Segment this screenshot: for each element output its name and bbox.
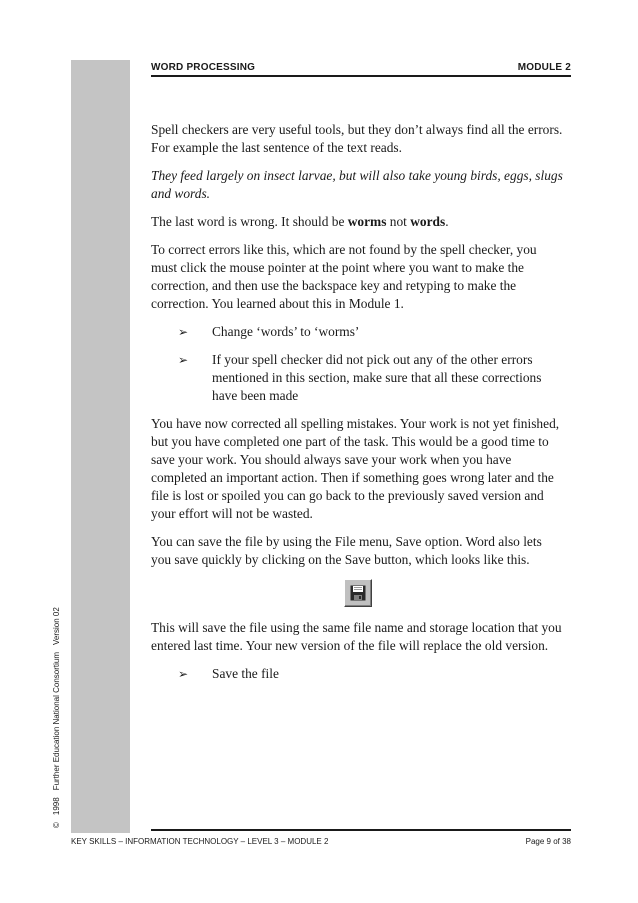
example-sentence: They feed largely on insect larvae, but will also take young birds, eggs, slugs and words. bbox=[151, 168, 563, 201]
bullet-text: Change ‘words’ to ‘worms’ bbox=[212, 324, 360, 339]
footer-rule bbox=[151, 829, 571, 831]
document-version: Version 02 bbox=[52, 607, 61, 645]
paragraph-save-button: You can save the file by using the File menu, Save option. Word also lets you save quickly by clicking on the Save button, which looks like this. bbox=[151, 534, 542, 567]
copyright-year: 1998 bbox=[52, 797, 61, 816]
header-rule bbox=[151, 75, 571, 77]
paragraph-correct-errors: To correct errors like this, which are not found by the spell checker, you must click the mouse pointer at the point where you want to make the correction, and then use the backspace key and retyping to make the correction. You learned about this in Module 1. bbox=[151, 242, 537, 311]
copyright-symbol: © bbox=[52, 822, 61, 828]
bullet-text: Save the file bbox=[212, 666, 279, 681]
side-bar bbox=[71, 60, 130, 833]
text-run: . bbox=[445, 214, 449, 229]
page-header bbox=[151, 62, 571, 73]
copyright-org: Further Education National Consortium bbox=[52, 652, 61, 791]
paragraph-intro: Spell checkers are very useful tools, but they don’t always find all the errors. For example the last sentence of the text reads. bbox=[151, 122, 563, 155]
bullet-arrow-icon: ➢ bbox=[178, 667, 189, 681]
footer-course-title: KEY SKILLS – INFORMATION TECHNOLOGY – LEVEL 3 – MODULE 2 bbox=[71, 837, 329, 846]
bullet-arrow-icon: ➢ bbox=[178, 325, 189, 339]
header-module: MODULE 2 bbox=[517, 62, 571, 73]
page-number: Page 9 of 38 bbox=[525, 837, 571, 846]
bullet-item bbox=[151, 351, 565, 405]
save-button-illustration bbox=[344, 579, 372, 607]
header-title: WORD PROCESSING bbox=[151, 62, 256, 73]
paragraph-save-work: You have now corrected all spelling mistakes. Your work is not yet finished, but you have completed one part of the task. This would be a good time to save your work. You should always save your work when you have completed an important action. Then if something goes wrong later and the file is lost or spoiled you can go back to the previously saved version and your effort will not be wasted. bbox=[151, 416, 560, 521]
page-content bbox=[151, 121, 565, 693]
bold-word-words: words bbox=[410, 214, 446, 229]
bullet-arrow-icon: ➢ bbox=[178, 353, 189, 367]
text-run: not bbox=[386, 214, 411, 229]
floppy-disk-icon bbox=[350, 585, 366, 601]
copyright-notice bbox=[52, 600, 61, 828]
bullet-text: If your spell checker did not pick out any of the other errors mentioned in this section, make sure that all these corrections have been made bbox=[212, 352, 542, 403]
page-footer bbox=[71, 837, 571, 846]
paragraph-wrong-word bbox=[151, 213, 565, 231]
bullet-item bbox=[151, 665, 565, 683]
bold-word-worms: worms bbox=[347, 214, 387, 229]
bullet-item bbox=[151, 323, 565, 341]
text-run: The last word is wrong. It should be bbox=[151, 214, 348, 229]
paragraph-save-result: This will save the file using the same file name and storage location that you entered last time. Your new version of the file will replace the old version. bbox=[151, 620, 562, 653]
